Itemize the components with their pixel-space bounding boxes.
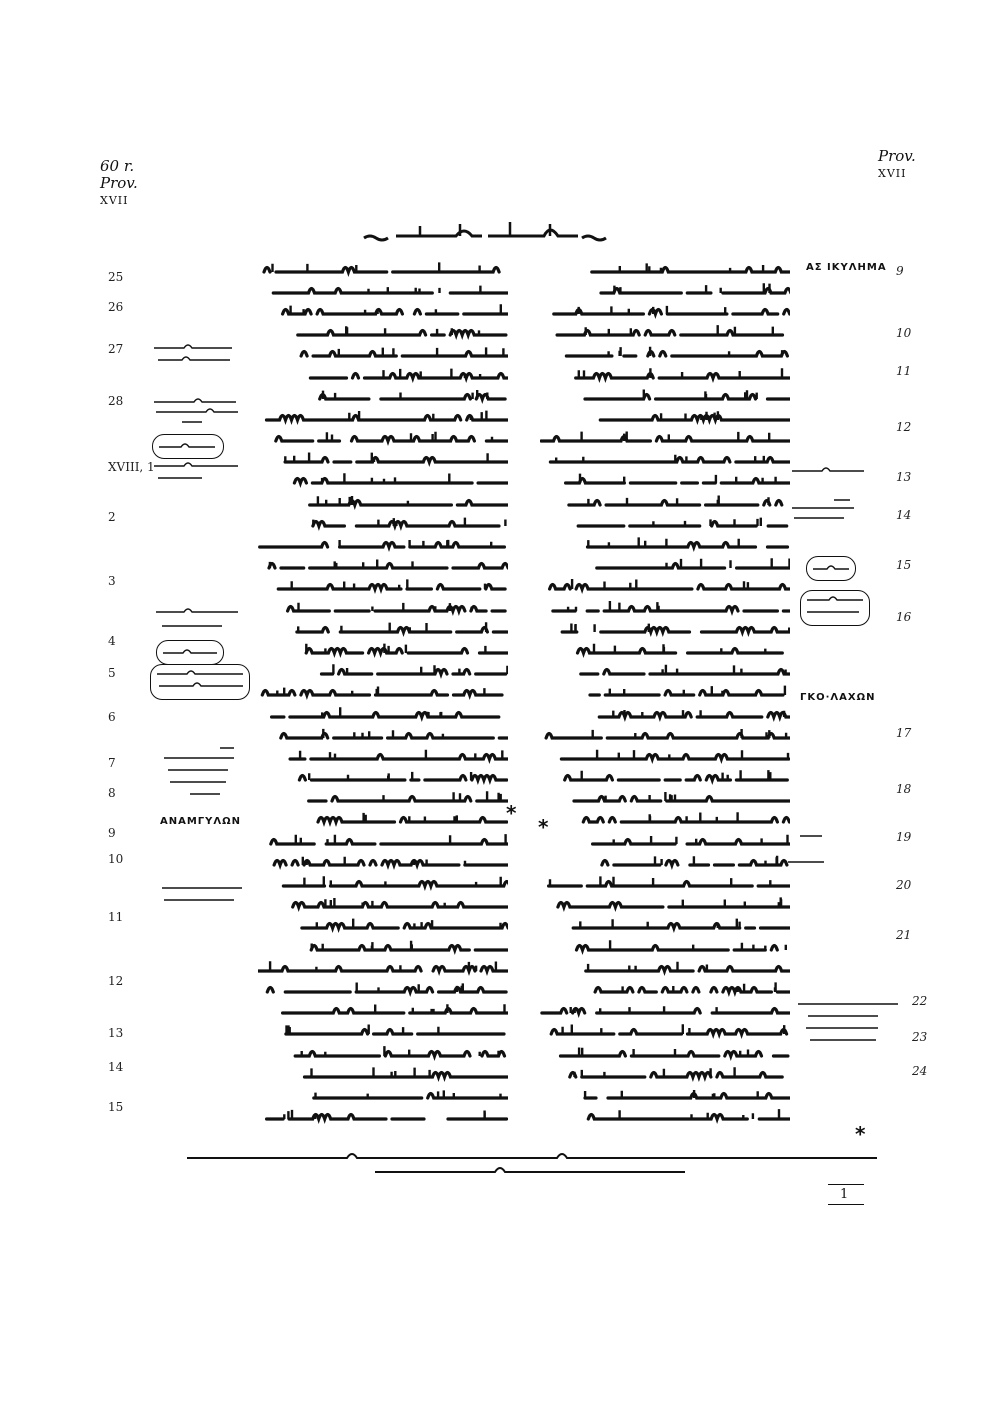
syriac-text-line	[540, 1084, 802, 1105]
syriac-text-line	[540, 428, 802, 449]
verse-number-left: 4	[108, 634, 116, 648]
syriac-text-line	[258, 597, 520, 618]
verse-number-right: 24	[912, 1064, 928, 1078]
syriac-text-line	[258, 470, 520, 491]
boxed-margin-note	[156, 640, 224, 665]
greek-note-left-mid: ΑΝΑΜΓΥΛΩΝ	[160, 816, 242, 827]
syriac-text-line	[540, 1042, 802, 1063]
right-book: Prov.	[878, 147, 916, 165]
syriac-text-line	[258, 533, 520, 554]
syriac-text-line	[540, 385, 802, 406]
syriac-text-line	[258, 745, 520, 766]
syriac-text-line	[258, 1084, 520, 1105]
syriac-text-line	[258, 1021, 520, 1042]
boxed-margin-note	[152, 434, 224, 459]
syriac-text-line	[540, 576, 802, 597]
syriac-text-line	[258, 279, 520, 300]
page-mark	[828, 1182, 864, 1207]
verse-number-left: 11	[108, 910, 124, 924]
syriac-text-line	[258, 449, 520, 470]
verse-number-right: 18	[896, 782, 912, 796]
syriac-text-line	[258, 406, 520, 427]
verse-number-right: 22	[912, 994, 928, 1008]
verse-number-right: 23	[912, 1030, 928, 1044]
syriac-text-line	[258, 978, 520, 999]
page-mark-number: 1	[840, 1187, 849, 1202]
syriac-text-line	[258, 682, 520, 703]
verse-number-right: 20	[896, 878, 912, 892]
verse-number-left: 3	[108, 574, 116, 588]
syriac-text-line	[258, 830, 520, 851]
syriac-text-line	[258, 639, 520, 660]
left-book: Prov.	[100, 174, 138, 192]
verse-number-left: 6	[108, 710, 116, 724]
asterisk-mark: *	[538, 815, 549, 839]
verse-number-right: 17	[896, 726, 912, 740]
left-text-column	[258, 258, 520, 1127]
syriac-text-line	[258, 576, 520, 597]
syriac-text-line	[258, 343, 520, 364]
margin-note	[790, 462, 866, 481]
syriac-text-line	[540, 1000, 802, 1021]
syriac-text-line	[540, 279, 802, 300]
margin-note	[160, 744, 246, 808]
verse-number-left: 28	[108, 394, 124, 408]
right-text-column	[540, 258, 802, 1127]
syriac-text-line	[258, 428, 520, 449]
margin-note	[152, 394, 242, 432]
greek-note-right-mid: ΓΚΟ·ΛΑΧΩΝ	[800, 692, 876, 703]
verse-number-right: 12	[896, 420, 912, 434]
syriac-text-line	[540, 936, 802, 957]
syriac-text-line	[258, 512, 520, 533]
syriac-text-line	[540, 915, 802, 936]
syriac-text-line	[258, 555, 520, 576]
boxed-margin-note	[806, 556, 856, 581]
syriac-text-line	[540, 767, 802, 788]
greek-note-right-top: ΑΣ ΙΚΥΛΗΜΑ	[806, 262, 887, 273]
boxed-margin-note	[800, 590, 870, 626]
verse-number-left: 8	[108, 786, 116, 800]
verse-number-right: 19	[896, 830, 912, 844]
verse-number-left: XVIII, 1	[108, 460, 155, 474]
margin-note	[152, 458, 244, 490]
syriac-text-line	[258, 915, 520, 936]
syriac-text-line	[540, 1021, 802, 1042]
syriac-text-line	[540, 470, 802, 491]
verse-number-left: 7	[108, 756, 116, 770]
syriac-text-line	[540, 682, 802, 703]
verse-number-right: 13	[896, 470, 912, 484]
verse-number-right: 10	[896, 326, 912, 340]
margin-note	[152, 604, 244, 638]
left-folio: 60 r.	[100, 157, 135, 175]
verse-number-left: 10	[108, 852, 124, 866]
verse-number-left: 14	[108, 1060, 124, 1074]
verse-number-left: 25	[108, 270, 124, 284]
syriac-text-line	[540, 364, 802, 385]
verse-number-left: 9	[108, 826, 116, 840]
syriac-text-line	[540, 1063, 802, 1084]
syriac-text-line	[540, 894, 802, 915]
asterisk-mark: *	[506, 801, 517, 825]
right-header	[878, 148, 916, 182]
syriac-text-line	[258, 851, 520, 872]
left-chapter: XVII	[100, 194, 129, 207]
verse-number-left: 5	[108, 666, 116, 680]
syriac-text-line	[258, 1106, 520, 1127]
syriac-text-line	[258, 957, 520, 978]
verse-number-left: 26	[108, 300, 124, 314]
syriac-text-line	[540, 788, 802, 809]
syriac-text-line	[540, 300, 802, 321]
syriac-text-line	[540, 533, 802, 554]
syriac-text-line	[540, 491, 802, 512]
syriac-text-line	[540, 639, 802, 660]
syriac-title-heading	[360, 214, 620, 250]
footnote-syriac	[185, 1148, 885, 1180]
syriac-text-line	[258, 936, 520, 957]
margin-note	[798, 826, 824, 845]
verse-number-right: 15	[896, 558, 912, 572]
syriac-text-line	[258, 491, 520, 512]
syriac-text-line	[540, 661, 802, 682]
verse-number-left: 2	[108, 510, 116, 524]
syriac-text-line	[540, 724, 802, 745]
left-header	[100, 158, 138, 209]
margin-note	[790, 494, 860, 526]
asterisk-mark: *	[855, 1122, 866, 1146]
syriac-text-line	[540, 343, 802, 364]
syriac-text-line	[540, 703, 802, 724]
syriac-text-line	[540, 258, 802, 279]
syriac-text-line	[258, 809, 520, 830]
verse-number-left: 13	[108, 1026, 124, 1040]
syriac-text-line	[540, 745, 802, 766]
syriac-text-line	[258, 258, 520, 279]
verse-number-right: 9	[896, 264, 904, 278]
syriac-text-line	[258, 322, 520, 343]
syriac-text-line	[540, 406, 802, 427]
verse-number-right: 14	[896, 508, 912, 522]
syriac-text-line	[258, 1042, 520, 1063]
syriac-text-line	[540, 449, 802, 470]
verse-number-left: 27	[108, 342, 124, 356]
syriac-text-line	[258, 300, 520, 321]
syriac-text-line	[540, 512, 802, 533]
syriac-text-line	[540, 851, 802, 872]
syriac-text-line	[258, 724, 520, 745]
syriac-text-line	[258, 385, 520, 406]
syriac-text-line	[540, 1106, 802, 1127]
verse-number-right: 11	[896, 364, 912, 378]
syriac-text-line	[258, 618, 520, 639]
margin-note	[786, 852, 826, 871]
syriac-text-line	[258, 1000, 520, 1021]
syriac-text-line	[258, 364, 520, 385]
syriac-text-line	[258, 703, 520, 724]
verse-number-left: 15	[108, 1100, 124, 1114]
syriac-text-line	[258, 894, 520, 915]
syriac-text-line	[540, 957, 802, 978]
syriac-text-line	[540, 809, 802, 830]
syriac-text-line	[540, 618, 802, 639]
verse-number-right: 16	[896, 610, 912, 624]
syriac-text-line	[540, 597, 802, 618]
right-chapter: XVII	[878, 167, 907, 180]
syriac-text-line	[258, 788, 520, 809]
margin-note	[158, 880, 248, 914]
syriac-text-line	[540, 978, 802, 999]
syriac-text-line	[258, 1063, 520, 1084]
margin-note	[796, 996, 906, 1056]
syriac-text-line	[540, 555, 802, 576]
syriac-text-line	[258, 872, 520, 893]
margin-note	[152, 340, 240, 370]
syriac-text-line	[540, 830, 802, 851]
boxed-margin-note	[150, 664, 250, 700]
verse-number-left: 12	[108, 974, 124, 988]
verse-number-right: 21	[896, 928, 912, 942]
syriac-text-line	[540, 872, 802, 893]
syriac-text-line	[540, 322, 802, 343]
syriac-text-line	[258, 767, 520, 788]
syriac-text-line	[258, 661, 520, 682]
